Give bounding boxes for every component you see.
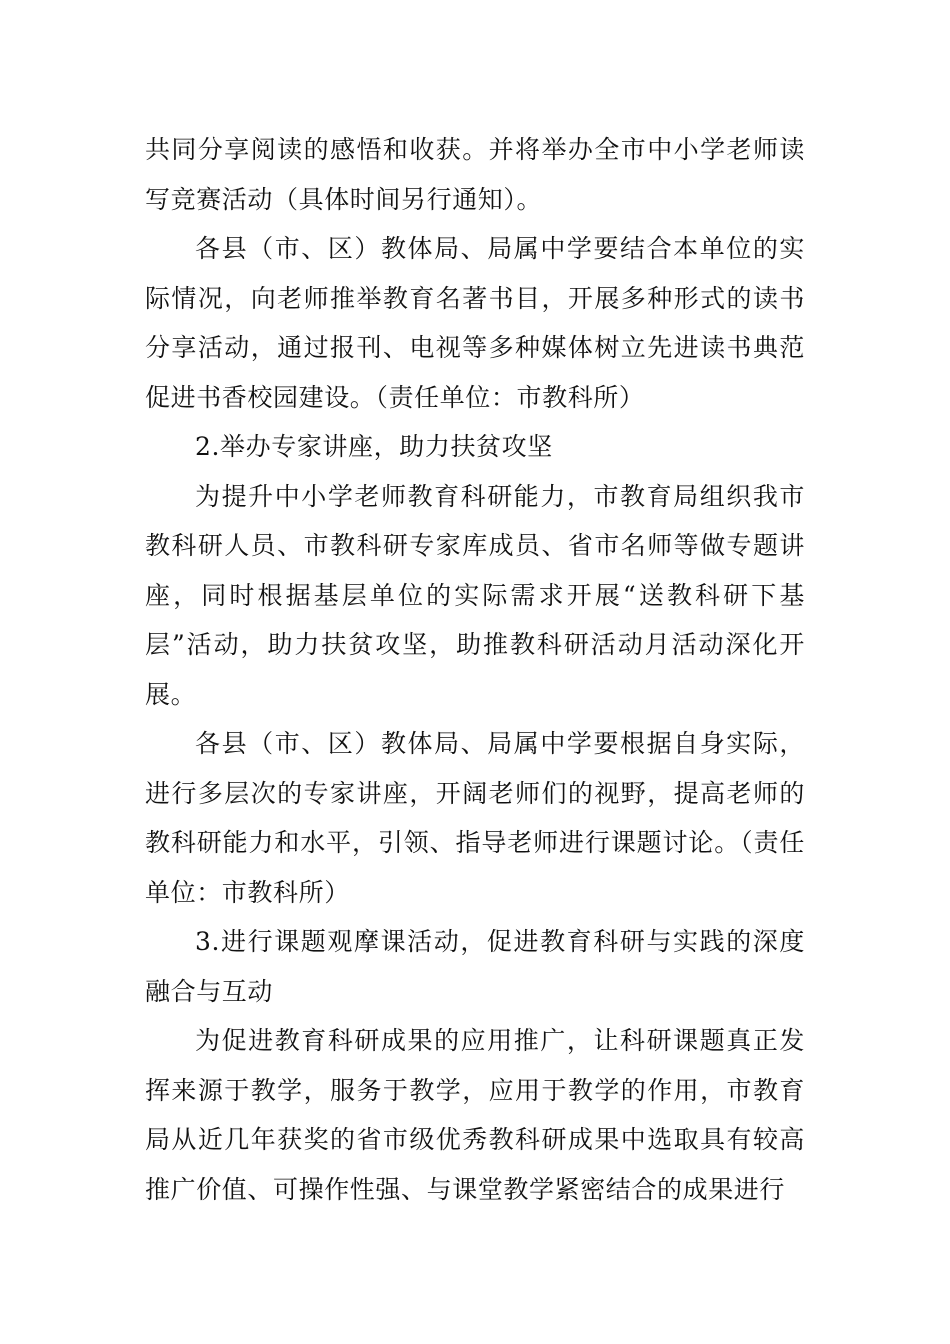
paragraph-expert-lectures: 为提升中小学老师教育科研能力，市教育局组织我市教科研人员、市教科研专家库成员、省市名师等做专题讲座，同时根据基层单位的实际需求开展“送教科研下基层”活动，助力扶贫攻坚，助推教科研活动月活动深化开展。 <box>145 481 805 709</box>
document-body <box>145 125 805 1214</box>
paragraph-research-promotion: 为促进教育科研成果的应用推广，让科研课题真正发挥来源于教学，服务于教学，应用于教学的作用，市教育局从近几年获奖的省市级优秀教科研成果中选取具有较高推广价值、可操作性强、与课堂教学紧密结合的成果进行 <box>145 1026 805 1204</box>
section-heading-observation-lessons: 3.进行课题观摩课活动，促进教育科研与实践的深度融合与互动 <box>145 927 805 1006</box>
paragraph-county-expert-lectures: 各县（市、区）教体局、局属中学要根据自身实际，进行多层次的专家讲座，开阔老师们的视野，提高老师的教科研能力和水平，引领、指导老师进行课题讨论。（责任单位：市教科所） <box>145 729 805 907</box>
paragraph-county-reading-activities: 各县（市、区）教体局、局属中学要结合本单位的实际情况，向老师推举教育名著书目，开展多种形式的读书分享活动，通过报刊、电视等多种媒体树立先进读书典范促进书香校园建设。（责任单位：市教科所） <box>145 234 805 412</box>
section-heading-expert-lectures: 2.举办专家讲座，助力扶贫攻坚 <box>195 432 553 461</box>
paragraph-reading-sharing: 共同分享阅读的感悟和收获。并将举办全市中小学老师读写竞赛活动（具体时间另行通知）。 <box>145 135 805 214</box>
